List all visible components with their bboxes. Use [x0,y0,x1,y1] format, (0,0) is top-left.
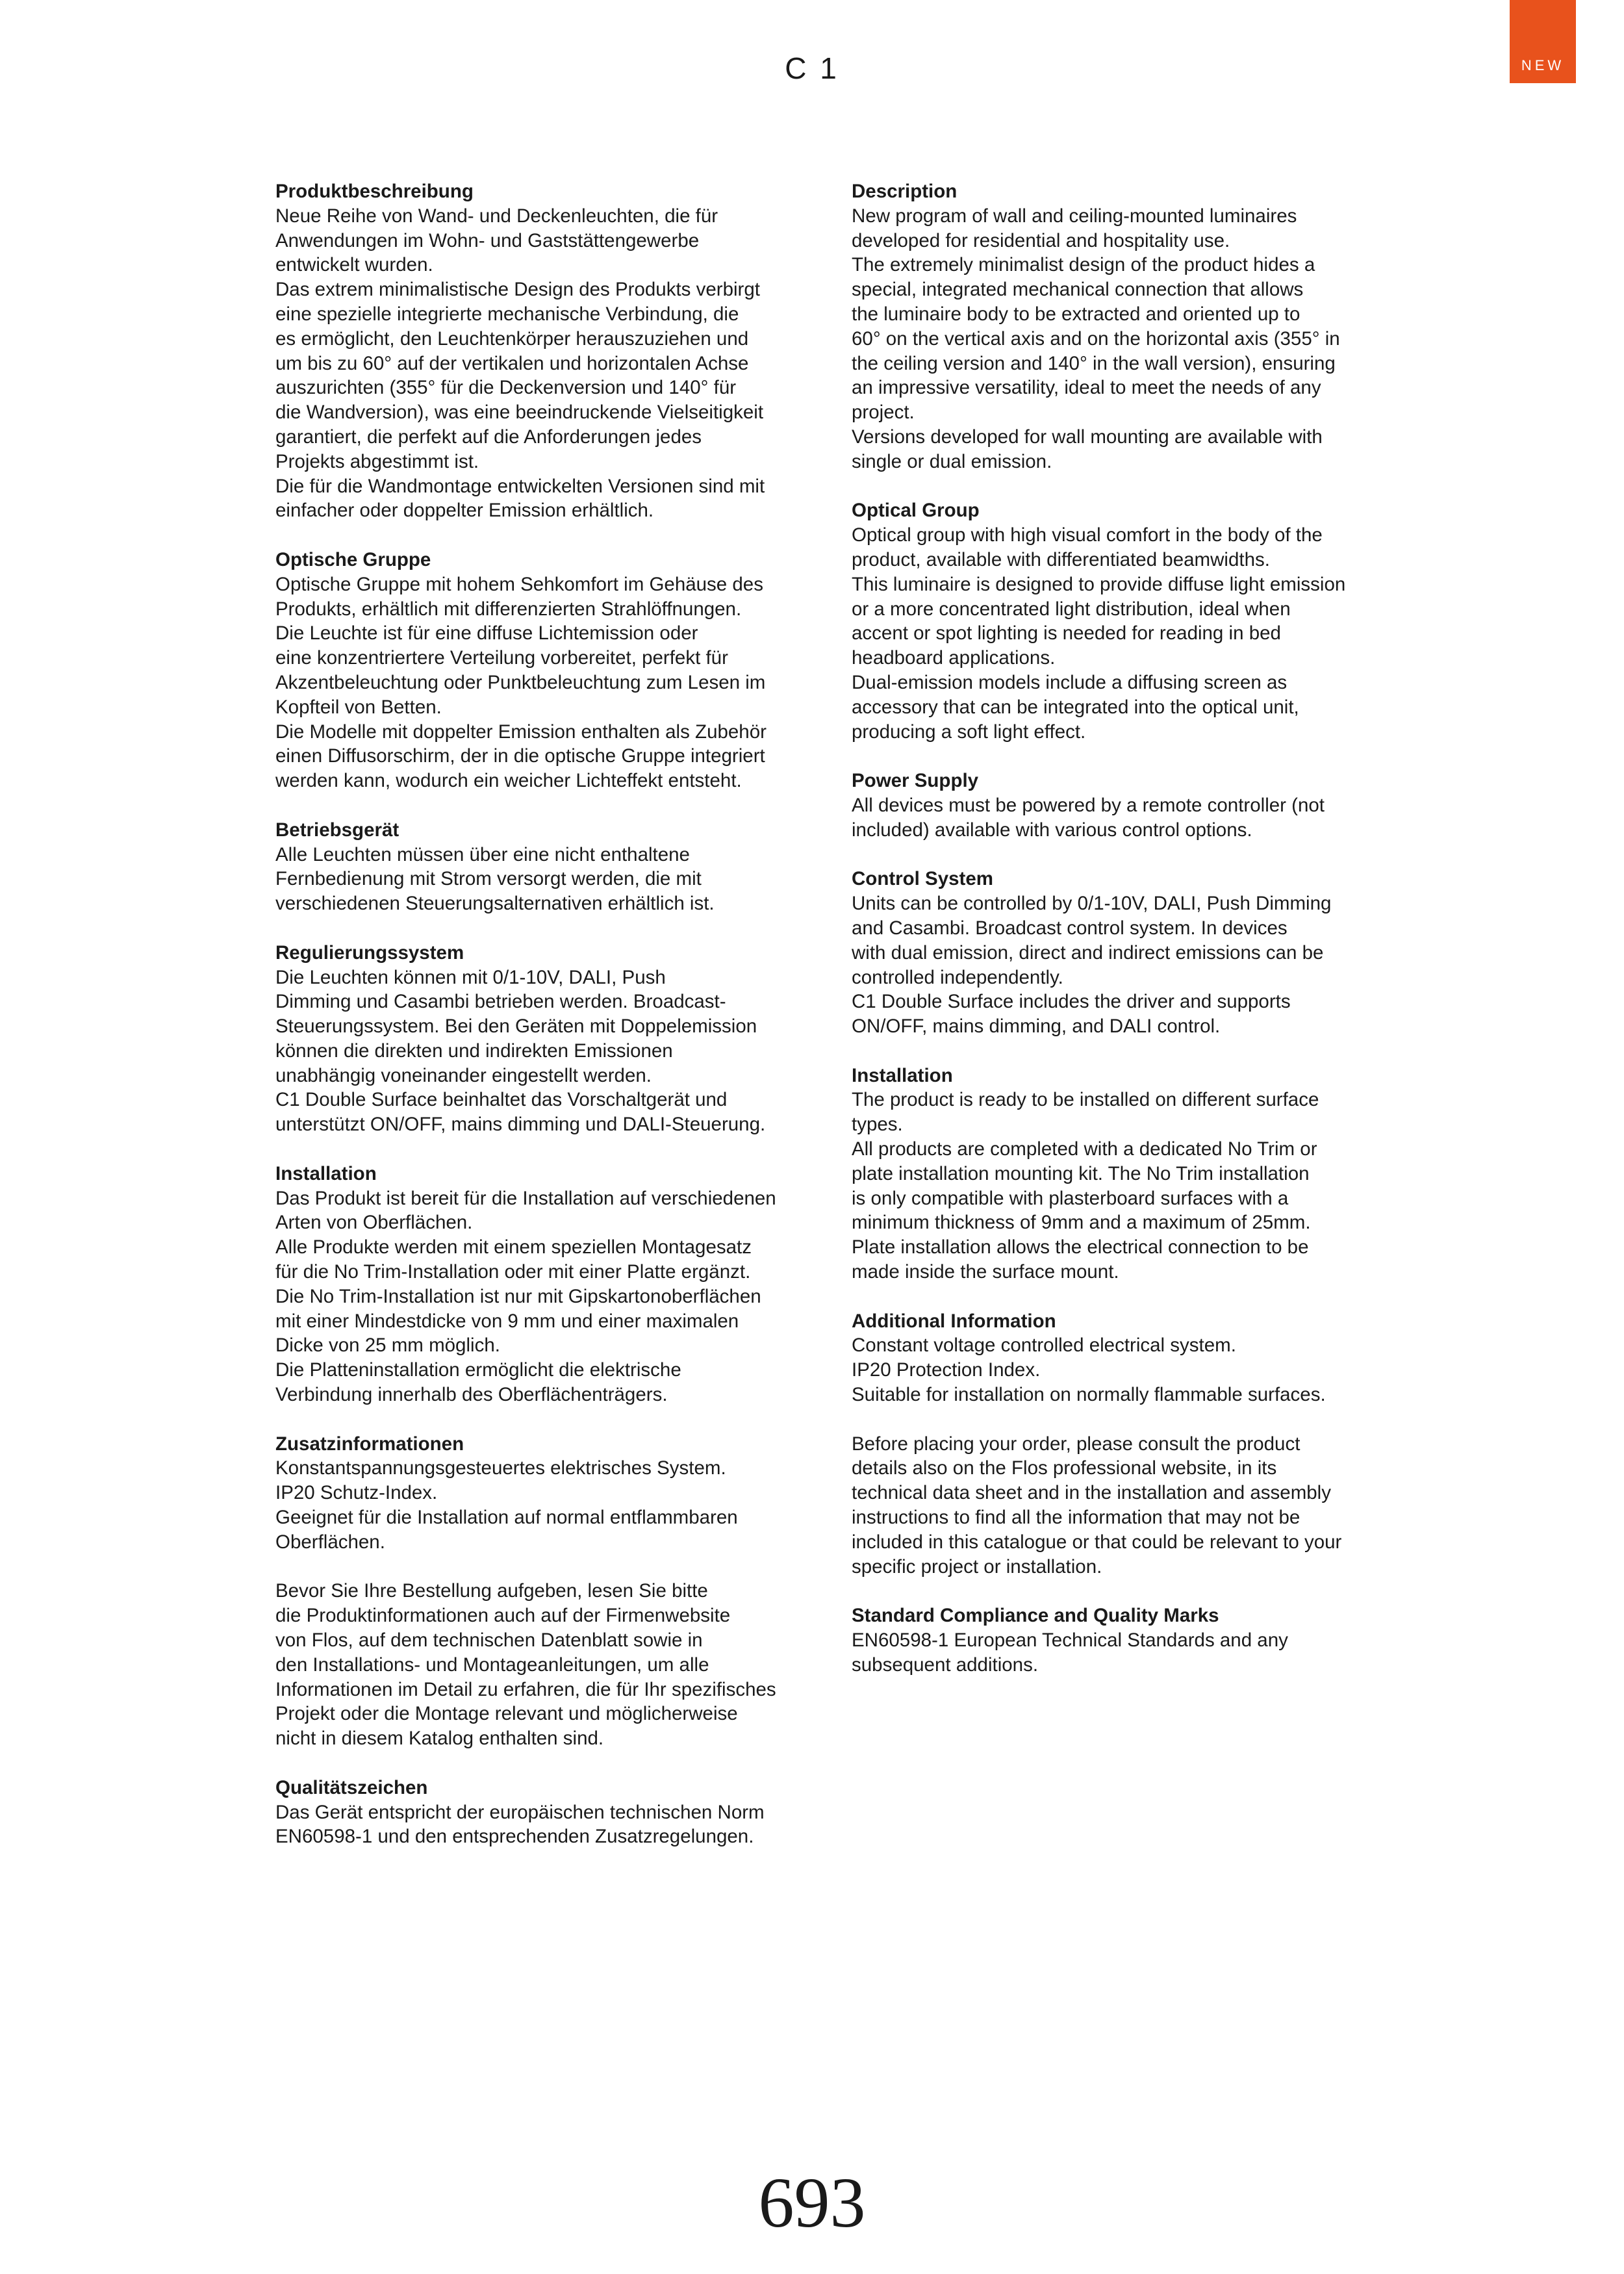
text-line: and Casambi. Broadcast control system. In devices [852,917,1288,939]
text-line: technical data sheet and in the installation and assembly [852,1482,1331,1504]
section-heading: Qualitätszeichen [275,1776,428,1798]
text-line: the luminaire body to be extracted and oriented up to [852,303,1300,325]
text-line: producing a soft light effect. [852,721,1086,743]
section-body [852,204,1397,474]
text-line: made inside the surface mount. [852,1261,1119,1283]
text-line: eine konzentriertere Verteilung vorbereitet, perfekt für [275,647,728,669]
text-line: Kopfteil von Betten. [275,696,442,718]
text-line: controlled independently. [852,966,1063,988]
text-line: Verbindung innerhalb des Oberflächenträgers. [275,1384,668,1406]
text-line: Informationen im Detail zu erfahren, die für Ihr spezifisches [275,1678,776,1700]
text-line: or a more concentrated light distribution, ideal when [852,598,1291,620]
text-line: auszurichten (355° für die Deckenversion und 140° für [275,377,737,399]
section-heading: Installation [275,1162,377,1184]
text-line: Die Leuchte ist für eine diffuse Lichtemission oder [275,622,698,645]
section-produktbeschreibung [275,179,821,523]
text-line: Das Produkt ist bereit für die Installation auf verschiedenen [275,1187,776,1209]
text-line: nicht in diesem Katalog enthalten sind. [275,1728,604,1750]
text-line: Plate installation allows the electrical connection to be [852,1236,1309,1258]
text-line: werden kann, wodurch ein weicher Lichteffekt entsteht. [275,770,742,792]
text-line: Optische Gruppe mit hohem Sehkomfort im Gehäuse des [275,573,763,595]
text-line: garantiert, die perfekt auf die Anforderungen jedes [275,426,702,448]
text-line: Produkts, erhältlich mit differenzierten Strahlöffnungen. [275,598,742,620]
section-heading: Zusatzinformationen [275,1433,464,1455]
text-line: Dual-emission models include a diffusing screen as [852,671,1288,693]
text-line: Alle Leuchten müssen über eine nicht enthaltene [275,843,690,865]
section-optical-group [852,498,1397,744]
text-line: Die Leuchten können mit 0/1-10V, DALI, Push [275,966,666,988]
text-line: Oberflächen. [275,1531,385,1553]
text-line: included) available with various control options. [852,819,1252,841]
text-line: C1 Double Surface beinhaltet das Vorschaltgerät und [275,1089,728,1111]
section-installation [275,1162,821,1407]
section-zusatzinformationen [275,1432,821,1555]
section-additional-information [852,1309,1397,1407]
text-line: einfacher oder doppelter Emission erhältlich. [275,500,654,522]
text-line: All devices must be powered by a remote controller (not [852,794,1325,816]
section-body [275,1800,821,1850]
text-line: entwickelt wurden. [275,254,433,276]
page-number: 693 [758,2163,866,2242]
section-body [852,891,1397,1039]
text-line: verschiedenen Steuerungsalternativen erhältlich ist. [275,893,715,915]
text-line: single or dual emission. [852,450,1052,472]
text-line: minimum thickness of 9mm and a maximum of 25mm. [852,1212,1311,1234]
section-heading: Optische Gruppe [275,548,431,570]
text-line: product, available with differentiated beamwidths. [852,548,1270,570]
text-line: Arten von Oberflächen. [275,1212,473,1234]
text-line: All products are completed with a dedicated No Trim or [852,1138,1317,1160]
section-heading: Betriebsgerät [275,819,400,841]
text-line: die Wandversion), was eine beeindruckende Vielseitigkeit [275,402,764,424]
text-line: Geeignet für die Installation auf normal entflammbaren [275,1507,738,1529]
text-line: Neue Reihe von Wand- und Deckenleuchten, die für [275,205,718,227]
section-heading: Description [852,181,958,202]
section-heading: Installation [852,1064,953,1086]
section-heading: Standard Compliance and Quality Marks [852,1605,1219,1627]
section-body [852,793,1397,843]
text-line: Das Gerät entspricht der europäischen technischen Norm [275,1801,765,1823]
text-line: Die Platteninstallation ermöglicht die elektrische [275,1359,681,1381]
text-line: Die No Trim-Installation ist nur mit Gipskartonoberflächen [275,1285,761,1307]
section-qualitatszeichen [275,1776,821,1849]
text-line: es ermöglicht, den Leuchtenkörper herauszuziehen und [275,327,749,350]
text-line: is only compatible with plasterboard surfaces with a [852,1187,1289,1209]
text-line: Before placing your order, please consult the product [852,1433,1300,1455]
text-line: subsequent additions. [852,1654,1039,1676]
section-body [275,1186,821,1407]
section-body [852,1432,1397,1579]
section-body [275,1456,821,1554]
section-body [852,1088,1397,1284]
new-badge: NEW [1510,0,1576,83]
text-line: um bis zu 60° auf der vertikalen und horizontalen Achse [275,352,749,374]
text-line: Optical group with high visual comfort in the body of the [852,524,1323,546]
section-optische-gruppe [275,548,821,793]
section-note [852,1432,1397,1579]
section-power-supply [852,769,1397,842]
text-line: die Produktinformationen auch auf der Firmenwebsite [275,1605,731,1627]
text-line: accent or spot lighting is needed for reading in bed [852,622,1281,645]
section-body [852,523,1397,744]
english-column [852,179,1397,1702]
text-line: plate installation mounting kit. The No Trim installation [852,1162,1310,1184]
text-line: Das extrem minimalistische Design des Produkts verbirgt [275,279,760,301]
text-line: unterstützt ON/OFF, mains dimming und DALI-Steuerung. [275,1114,766,1136]
text-line: accessory that can be integrated into the optical unit, [852,696,1299,718]
section-body [275,204,821,523]
text-line: included in this catalogue or that could be relevant to your [852,1531,1342,1553]
section-heading: Control System [852,868,994,890]
text-line: IP20 Schutz-Index. [275,1482,438,1504]
text-line: New program of wall and ceiling-mounted luminaires [852,205,1297,227]
text-line: Akzentbeleuchtung oder Punktbeleuchtung zum Lesen im [275,671,766,693]
text-line: 60° on the vertical axis and on the horizontal axis (355° in [852,327,1340,350]
section-body [275,843,821,916]
text-line: developed for residential and hospitality use. [852,229,1230,251]
section-body [275,1579,821,1751]
section-heading: Power Supply [852,770,979,792]
text-line: project. [852,402,915,424]
text-line: einen Diffusorschirm, der in die optische Gruppe integriert [275,745,765,767]
section-heading: Produktbeschreibung [275,181,474,202]
text-line: unabhängig voneinander eingestellt werden. [275,1064,652,1086]
text-line: details also on the Flos professional website, in its [852,1457,1277,1479]
text-line: with dual emission, direct and indirect emissions can be [852,941,1324,964]
text-line: types. [852,1114,903,1136]
text-line: Die Modelle mit doppelter Emission enthalten als Zubehör [275,721,767,743]
text-line: Alle Produkte werden mit einem speziellen Montagesatz [275,1236,752,1258]
text-line: an impressive versatility, ideal to meet the needs of any [852,377,1321,399]
text-line: The extremely minimalist design of the product hides a [852,254,1315,276]
text-line: Projekt oder die Montage relevant und möglicherweise [275,1703,738,1725]
text-line: Dimming und Casambi betrieben werden. Broadcast- [275,991,726,1013]
section-heading: Additional Information [852,1310,1056,1332]
text-line: Anwendungen im Wohn- und Gaststättengewerbe [275,229,700,251]
section-body [275,572,821,793]
text-line: Suitable for installation on normally flammable surfaces. [852,1384,1326,1406]
section-body [275,965,821,1138]
text-line: EN60598-1 European Technical Standards and any [852,1629,1288,1652]
text-line: Dicke von 25 mm möglich. [275,1335,500,1357]
text-line: Constant voltage controlled electrical system. [852,1335,1236,1357]
section-control-system [852,867,1397,1039]
text-line: IP20 Protection Index. [852,1359,1041,1381]
text-line: The product is ready to be installed on different surface [852,1089,1319,1111]
text-line: instructions to find all the information that may not be [852,1507,1300,1529]
text-line: Konstantspannungsgesteuertes elektrisches System. [275,1457,726,1479]
text-line: EN60598-1 und den entsprechenden Zusatzregelungen. [275,1826,754,1848]
text-line: Steuerungssystem. Bei den Geräten mit Doppelemission [275,1016,757,1038]
text-line: special, integrated mechanical connection that allows [852,279,1304,301]
section-body [852,1333,1397,1407]
text-line: headboard applications. [852,647,1056,669]
section-regulierungssystem [275,941,821,1137]
text-line: eine spezielle integrierte mechanische Verbindung, die [275,303,739,325]
german-column [275,179,821,1874]
text-line: Projekts abgestimmt ist. [275,450,479,472]
text-line: von Flos, auf dem technischen Datenblatt sowie in [275,1629,703,1652]
text-line: specific project or installation. [852,1555,1102,1578]
section-betriebsgerat [275,818,821,916]
page-title: C 1 [785,51,839,85]
text-line: ON/OFF, mains dimming, and DALI control. [852,1016,1221,1038]
text-line: können die direkten und indirekten Emissionen [275,1040,673,1062]
section-heading: Regulierungssystem [275,941,464,964]
text-line: Die für die Wandmontage entwickelten Versionen sind mit [275,475,765,497]
text-line: C1 Double Surface includes the driver and supports [852,991,1291,1013]
text-line: Fernbedienung mit Strom versorgt werden, die mit [275,868,702,890]
section-note [275,1579,821,1751]
section-installation [852,1064,1397,1284]
section-heading: Optical Group [852,500,980,522]
text-line: the ceiling version and 140° in the wall version), ensuring [852,352,1336,374]
text-line: den Installations- und Montageanleitungen, um alle [275,1654,709,1676]
text-line: mit einer Mindestdicke von 9 mm und einer maximalen [275,1310,739,1332]
text-line: This luminaire is designed to provide diffuse light emission [852,573,1346,595]
section-body [852,1628,1397,1678]
text-line: für die No Trim-Installation oder mit einer Platte ergänzt. [275,1261,751,1283]
section-standard-compliance-and-quality-marks [852,1603,1397,1677]
text-line: Versions developed for wall mounting are available with [852,426,1323,448]
text-line: Units can be controlled by 0/1-10V, DALI, Push Dimming [852,893,1332,915]
section-description [852,179,1397,474]
text-line: Bevor Sie Ihre Bestellung aufgeben, lesen Sie bitte [275,1580,708,1602]
